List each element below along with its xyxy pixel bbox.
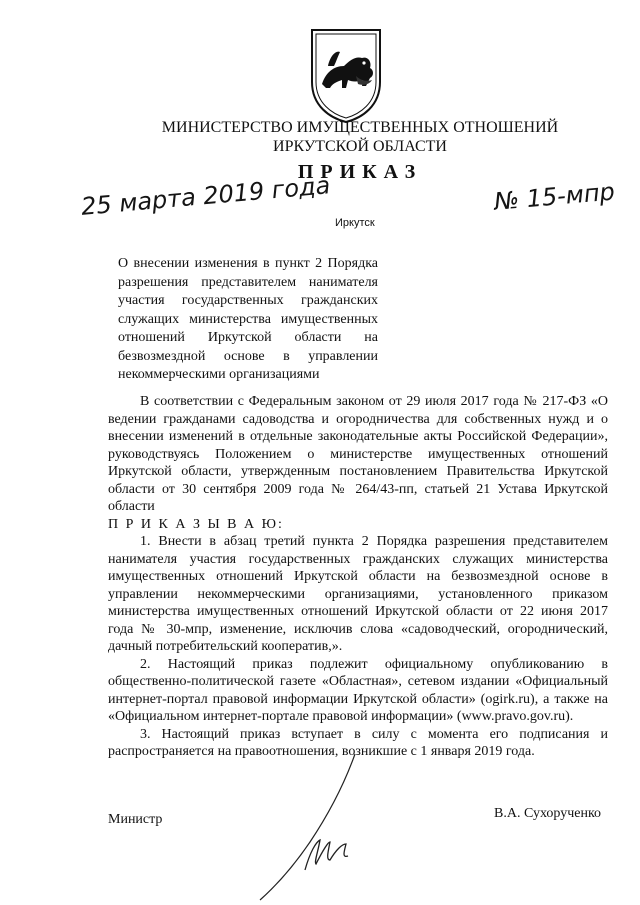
document-body <box>108 393 608 761</box>
order-item-3: 3. Настоящий приказ вступает в силу с момента его подписания и распространяется на правоотношения, возникшие с 1 января 2019 года. <box>108 726 608 759</box>
signer-title: Министр <box>108 812 163 827</box>
handwritten-signature <box>250 752 390 902</box>
order-word: П Р И К А З Ы В А Ю: <box>108 516 284 532</box>
preamble-paragraph: В соответствии с Федеральным законом от 29 июля 2017 года № 217-ФЗ «О ведении гражданами садоводства и огородничества для собственных нужд и о внесении изменений в отдельные законодательные акты Российской Федерации», руководствуясь Положением о министерстве имущественных отношений Иркутской области, утвержденным постановлением Правительства Иркутской области от 30 сентября 2009 года № 264/43-пп, статьей 21 Устава Иркутской области <box>108 394 608 514</box>
city-name: Иркутск <box>335 217 375 229</box>
order-item-2: 2. Настоящий приказ подлежит официальному опубликованию в общественно-политической газете «Областная», сетевом издании «Официальный интернет-портал правовой информации Иркутской области» (ogirk.ru), а также на «Официальном интернет-портале правовой информации» (www.pravo.gov.ru). <box>108 656 608 724</box>
ministry-name-line1: МИНИСТЕРСТВО ИМУЩЕСТВЕННЫХ ОТНОШЕНИЙ <box>161 119 559 136</box>
order-item-1: 1. Внести в абзац третий пункта 2 Порядка разрешения представителем нанимателя участия государственных гражданских служащих министерства имущественных отношений Иркутской области на безвозмездной основе в управлении некоммерческими организациями, установленного приказом министерства имущественных отношений Иркутской области от 22 июня 2017 года № 30-мпр, изменение, исключив слова «садоводческий, огороднический, дачный потребительский кооператив,». <box>108 534 608 654</box>
document-type: ПРИКАЗ <box>297 161 423 183</box>
signer-name: В.А. Сухорученко <box>494 806 602 821</box>
document-date: 25 марта 2019 года <box>80 171 332 221</box>
document-number: № 15-мпр <box>493 177 616 216</box>
coat-of-arms-icon <box>300 26 392 124</box>
document-subject: О внесении изменения в пункт 2 Порядка разрешения представителем нанимателя участия государственных гражданских служащих министерства имущественных отношений Иркутской области на безвозмездной основе в управлении некоммерческими организациями <box>118 256 378 382</box>
ministry-name <box>0 118 640 156</box>
ministry-name-line2: ИРКУТСКОЙ ОБЛАСТИ <box>273 138 447 155</box>
